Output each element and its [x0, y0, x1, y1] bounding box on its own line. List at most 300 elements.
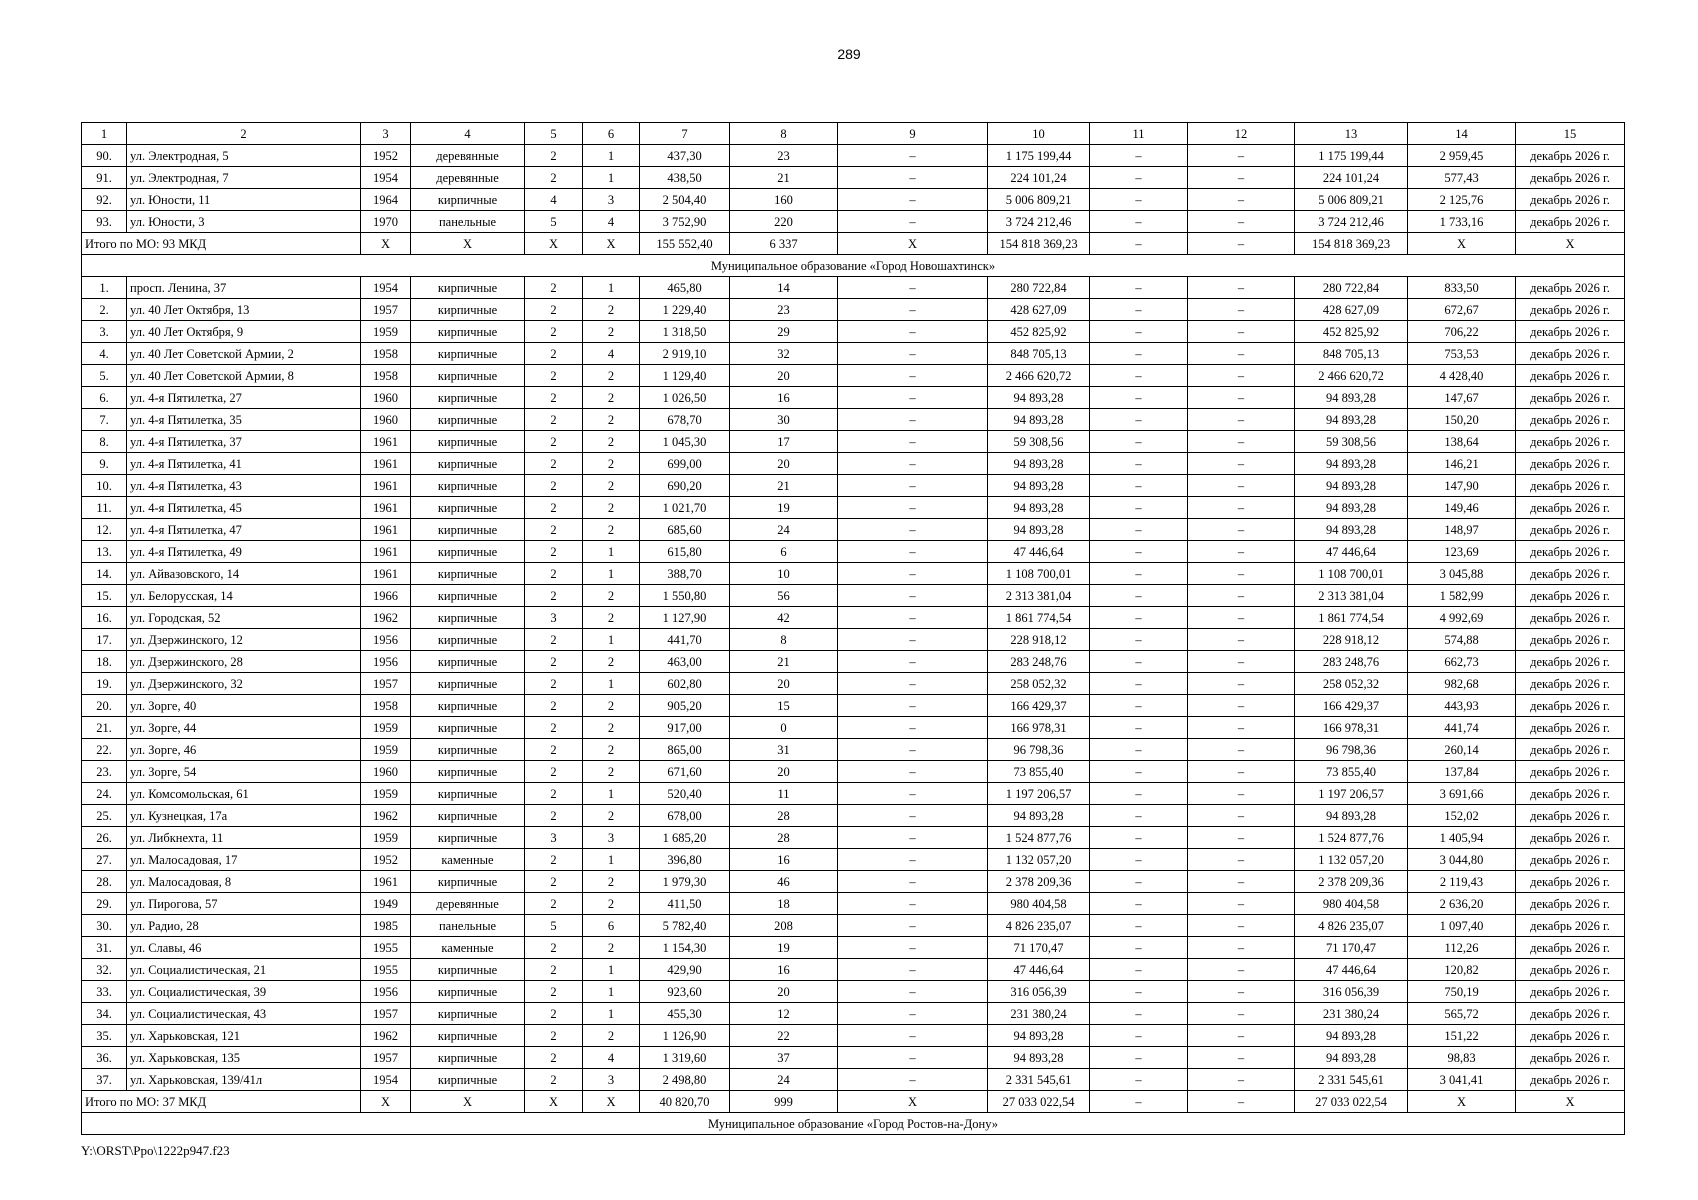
table-cell: кирпичные [411, 981, 525, 1003]
table-cell: ул. Зорге, 40 [127, 695, 361, 717]
table-cell: 1 197 206,57 [1295, 783, 1408, 805]
table-cell: 1 154,30 [640, 937, 730, 959]
table-cell: 428 627,09 [1295, 299, 1408, 321]
table-cell: 20 [730, 365, 838, 387]
table-cell: декабрь 2026 г. [1516, 849, 1625, 871]
table-cell: 21. [82, 717, 127, 739]
table-cell: 3. [82, 321, 127, 343]
table-cell: 150,20 [1408, 409, 1516, 431]
table-cell: 2 [583, 365, 640, 387]
table-cell: декабрь 2026 г. [1516, 739, 1625, 761]
table-cell: 1 [583, 541, 640, 563]
table-cell: 1957 [361, 1003, 411, 1025]
table-cell: 2 378 209,36 [1295, 871, 1408, 893]
table-cell: ул. Белорусская, 14 [127, 585, 361, 607]
table-cell: 1961 [361, 563, 411, 585]
table-cell: 137,84 [1408, 761, 1516, 783]
table-cell: 3 [583, 189, 640, 211]
table-cell: 2 125,76 [1408, 189, 1516, 211]
table-cell: 94 893,28 [988, 497, 1090, 519]
table-cell: декабрь 2026 г. [1516, 651, 1625, 673]
table-cell: 94 893,28 [988, 1025, 1090, 1047]
table-cell: – [1090, 409, 1188, 431]
total-cell: X [411, 233, 525, 255]
total-cell: 27 033 022,54 [1295, 1091, 1408, 1113]
table-cell: 152,02 [1408, 805, 1516, 827]
table-cell: 16 [730, 959, 838, 981]
table-cell: – [838, 321, 988, 343]
table-cell: 1966 [361, 585, 411, 607]
table-row [82, 739, 1625, 761]
table-cell: ул. Дзержинского, 12 [127, 629, 361, 651]
table-cell: 1 132 057,20 [988, 849, 1090, 871]
total-cell: 154 818 369,23 [1295, 233, 1408, 255]
table-cell: 2 313 381,04 [1295, 585, 1408, 607]
table-cell: 2 [525, 585, 583, 607]
table-cell: 20 [730, 981, 838, 1003]
table-cell: 452 825,92 [1295, 321, 1408, 343]
table-cell: 1961 [361, 541, 411, 563]
table-cell: декабрь 2026 г. [1516, 1069, 1625, 1091]
table-cell: 12 [730, 1003, 838, 1025]
table-cell: 3 691,66 [1408, 783, 1516, 805]
total-cell: 155 552,40 [640, 233, 730, 255]
table-cell: – [838, 1047, 988, 1069]
table-cell: 94 893,28 [1295, 387, 1408, 409]
table-cell: 208 [730, 915, 838, 937]
table-cell: 316 056,39 [988, 981, 1090, 1003]
table-cell: – [1188, 343, 1295, 365]
table-cell: – [1188, 1003, 1295, 1025]
table-cell: 2 [525, 937, 583, 959]
table-cell: кирпичные [411, 1003, 525, 1025]
table-cell: 1954 [361, 277, 411, 299]
table-cell: ул. 4-я Пятилетка, 41 [127, 453, 361, 475]
table-cell: 258 052,32 [988, 673, 1090, 695]
table-cell: – [838, 519, 988, 541]
table-cell: 24 [730, 1069, 838, 1091]
table-cell: 1 175 199,44 [1295, 145, 1408, 167]
table-cell: 1 [583, 167, 640, 189]
table-cell: 2 [583, 299, 640, 321]
table-cell: 1958 [361, 695, 411, 717]
table-cell: 1957 [361, 299, 411, 321]
table-cell: 15 [730, 695, 838, 717]
table-cell: 22 [730, 1025, 838, 1047]
table-cell: ул. Электродная, 5 [127, 145, 361, 167]
table-cell: ул. 4-я Пятилетка, 47 [127, 519, 361, 541]
column-header: 14 [1408, 123, 1516, 145]
table-cell: 4 826 235,07 [1295, 915, 1408, 937]
table-cell: 4. [82, 343, 127, 365]
table-cell: 917,00 [640, 717, 730, 739]
table-cell: 17 [730, 431, 838, 453]
table-cell: – [1090, 277, 1188, 299]
table-cell: 98,83 [1408, 1047, 1516, 1069]
table-cell: 14 [730, 277, 838, 299]
table-cell: 23 [730, 299, 838, 321]
table-cell: – [1090, 1025, 1188, 1047]
table-cell: 1 097,40 [1408, 915, 1516, 937]
table-cell: – [1188, 1047, 1295, 1069]
table-cell: 2 [583, 387, 640, 409]
table-cell: декабрь 2026 г. [1516, 453, 1625, 475]
table-row [82, 277, 1625, 299]
table-cell: 1956 [361, 981, 411, 1003]
table-cell: – [1090, 343, 1188, 365]
table-cell: 1952 [361, 145, 411, 167]
table-cell: кирпичные [411, 563, 525, 585]
table-cell: декабрь 2026 г. [1516, 959, 1625, 981]
total-cell: X [838, 1091, 988, 1113]
table-cell: 2 [583, 651, 640, 673]
table-cell: 3 [583, 827, 640, 849]
table-cell: 91. [82, 167, 127, 189]
table-cell: ул. Юности, 3 [127, 211, 361, 233]
total-cell: X [838, 233, 988, 255]
total-cell: X [583, 1091, 640, 1113]
table-cell: 3 724 212,46 [1295, 211, 1408, 233]
table-cell: 224 101,24 [988, 167, 1090, 189]
table-cell: декабрь 2026 г. [1516, 541, 1625, 563]
table-cell: 602,80 [640, 673, 730, 695]
table-cell: – [1188, 981, 1295, 1003]
table-cell: ул. 40 Лет Октября, 13 [127, 299, 361, 321]
table-cell: 2 [525, 1069, 583, 1091]
table-cell: 2 378 209,36 [988, 871, 1090, 893]
table-cell: 2 [525, 475, 583, 497]
table-cell: 1 [583, 1003, 640, 1025]
table-cell: 1 524 877,76 [988, 827, 1090, 849]
table-row [82, 365, 1625, 387]
table-cell: 16 [730, 387, 838, 409]
table-row [82, 783, 1625, 805]
table-cell: декабрь 2026 г. [1516, 145, 1625, 167]
table-cell: кирпичные [411, 519, 525, 541]
table-cell: 46 [730, 871, 838, 893]
section-header-row [82, 1113, 1625, 1135]
table-cell: 577,43 [1408, 167, 1516, 189]
table-cell: 2 [583, 937, 640, 959]
table-cell: 21 [730, 651, 838, 673]
table-cell: 20 [730, 453, 838, 475]
table-cell: 21 [730, 475, 838, 497]
table-cell: 73 855,40 [1295, 761, 1408, 783]
table-cell: 93. [82, 211, 127, 233]
table-cell: 1 126,90 [640, 1025, 730, 1047]
table-cell: 672,67 [1408, 299, 1516, 321]
table-cell: 2 [525, 1025, 583, 1047]
table-row [82, 497, 1625, 519]
table-cell: 6 [583, 915, 640, 937]
column-header: 4 [411, 123, 525, 145]
table-cell: 224 101,24 [1295, 167, 1408, 189]
table-cell: 94 893,28 [1295, 519, 1408, 541]
table-cell: 166 978,31 [1295, 717, 1408, 739]
table-cell: 2 [583, 893, 640, 915]
table-row [82, 761, 1625, 783]
table-cell: 228 918,12 [988, 629, 1090, 651]
table-cell: – [1090, 915, 1188, 937]
table-cell: 441,74 [1408, 717, 1516, 739]
table-cell: – [1188, 387, 1295, 409]
table-cell: кирпичные [411, 1025, 525, 1047]
table-row [82, 211, 1625, 233]
table-cell: – [838, 365, 988, 387]
table-cell: 923,60 [640, 981, 730, 1003]
table-cell: 520,40 [640, 783, 730, 805]
table-cell: 3 752,90 [640, 211, 730, 233]
table-cell: 35. [82, 1025, 127, 1047]
table-cell: 4 [583, 211, 640, 233]
total-cell: 999 [730, 1091, 838, 1113]
table-cell: 283 248,76 [1295, 651, 1408, 673]
table-row [82, 629, 1625, 651]
table-cell: 1 861 774,54 [1295, 607, 1408, 629]
table-cell: 1 [583, 277, 640, 299]
table-cell: 7. [82, 409, 127, 431]
table-cell: 71 170,47 [988, 937, 1090, 959]
table-row [82, 651, 1625, 673]
column-header: 9 [838, 123, 988, 145]
table-cell: – [1188, 189, 1295, 211]
table-cell: 22. [82, 739, 127, 761]
table-cell: декабрь 2026 г. [1516, 343, 1625, 365]
table-cell: – [1188, 651, 1295, 673]
table-cell: 2 [525, 717, 583, 739]
table-cell: декабрь 2026 г. [1516, 827, 1625, 849]
table-cell: 1 319,60 [640, 1047, 730, 1069]
table-cell: – [838, 981, 988, 1003]
table-cell: 1 [583, 959, 640, 981]
table-cell: 151,22 [1408, 1025, 1516, 1047]
table-cell: 443,93 [1408, 695, 1516, 717]
table-cell: – [1090, 695, 1188, 717]
table-cell: 23 [730, 145, 838, 167]
table-row [82, 695, 1625, 717]
table-cell: 865,00 [640, 739, 730, 761]
table-cell: – [1188, 607, 1295, 629]
table-cell: 2 636,20 [1408, 893, 1516, 915]
table-cell: – [1188, 739, 1295, 761]
table-cell: 2 [525, 739, 583, 761]
table-cell: – [1188, 849, 1295, 871]
table-cell: – [1188, 1025, 1295, 1047]
table-cell: – [838, 189, 988, 211]
table-cell: ул. Малосадовая, 17 [127, 849, 361, 871]
table-cell: – [1188, 717, 1295, 739]
table-cell: – [1188, 783, 1295, 805]
table-cell: – [838, 431, 988, 453]
total-cell: X [525, 1091, 583, 1113]
table-cell: 2 [583, 497, 640, 519]
table-cell: 2 [525, 651, 583, 673]
table-cell: 905,20 [640, 695, 730, 717]
table-cell: декабрь 2026 г. [1516, 783, 1625, 805]
table-cell: – [838, 893, 988, 915]
table-row [82, 431, 1625, 453]
table-cell: 388,70 [640, 563, 730, 585]
table-cell: 1985 [361, 915, 411, 937]
table-cell: – [838, 167, 988, 189]
table-cell: 94 893,28 [988, 805, 1090, 827]
table-cell: 3 [525, 607, 583, 629]
table-row [82, 145, 1625, 167]
table-row [82, 563, 1625, 585]
table-cell: 92. [82, 189, 127, 211]
table-cell: 94 893,28 [1295, 453, 1408, 475]
table-cell: 71 170,47 [1295, 937, 1408, 959]
table-cell: 11. [82, 497, 127, 519]
table-cell: 94 893,28 [1295, 805, 1408, 827]
table-cell: – [838, 937, 988, 959]
table-row [82, 1003, 1625, 1025]
table-cell: 2. [82, 299, 127, 321]
table-cell: 2 498,80 [640, 1069, 730, 1091]
table-cell: 166 978,31 [988, 717, 1090, 739]
table-cell: кирпичные [411, 387, 525, 409]
table-cell: 2 [583, 409, 640, 431]
table-cell: 56 [730, 585, 838, 607]
table-cell: 2 331 545,61 [988, 1069, 1090, 1091]
table-cell: 47 446,64 [1295, 541, 1408, 563]
table-cell: 283 248,76 [988, 651, 1090, 673]
table-row [82, 475, 1625, 497]
table-cell: – [1188, 673, 1295, 695]
table-cell: 2 [583, 519, 640, 541]
table-cell: – [1090, 827, 1188, 849]
table-cell: кирпичные [411, 475, 525, 497]
table-cell: 2 [583, 607, 640, 629]
table-cell: 1952 [361, 849, 411, 871]
table-cell: 59 308,56 [988, 431, 1090, 453]
table-cell: 750,19 [1408, 981, 1516, 1003]
table-cell: 1956 [361, 629, 411, 651]
table-cell: 1964 [361, 189, 411, 211]
table-cell: – [838, 211, 988, 233]
table-cell: – [1188, 761, 1295, 783]
table-cell: 2 959,45 [1408, 145, 1516, 167]
table-cell: 1 045,30 [640, 431, 730, 453]
table-cell: 47 446,64 [988, 541, 1090, 563]
table-cell: 1955 [361, 959, 411, 981]
table-cell: – [1188, 915, 1295, 937]
table-cell: 30 [730, 409, 838, 431]
table-cell: 1961 [361, 519, 411, 541]
column-header: 12 [1188, 123, 1295, 145]
table-cell: – [838, 475, 988, 497]
table-cell: 463,00 [640, 651, 730, 673]
table-cell: 2 [525, 695, 583, 717]
table-row [82, 189, 1625, 211]
table-cell: – [838, 409, 988, 431]
table-cell: кирпичные [411, 695, 525, 717]
table-cell: 29 [730, 321, 838, 343]
table-cell: 20 [730, 673, 838, 695]
table-cell: 1 129,40 [640, 365, 730, 387]
table-cell: 8. [82, 431, 127, 453]
table-cell: кирпичные [411, 871, 525, 893]
table-cell: 1 733,16 [1408, 211, 1516, 233]
table-cell: 671,60 [640, 761, 730, 783]
table-cell: 47 446,64 [988, 959, 1090, 981]
section-title: Муниципальное образование «Город Новошахтинск» [82, 255, 1625, 277]
table-cell: декабрь 2026 г. [1516, 475, 1625, 497]
total-cell: X [361, 1091, 411, 1113]
table-cell: 2 [525, 299, 583, 321]
table-cell: деревянные [411, 893, 525, 915]
table-cell: 1959 [361, 739, 411, 761]
table-cell: кирпичные [411, 739, 525, 761]
table-cell: 662,73 [1408, 651, 1516, 673]
table-cell: 2 [583, 871, 640, 893]
table-cell: 123,69 [1408, 541, 1516, 563]
table-cell: 2 [525, 431, 583, 453]
table-cell: 411,50 [640, 893, 730, 915]
table-cell: 20. [82, 695, 127, 717]
table-cell: – [1090, 453, 1188, 475]
column-header: 3 [361, 123, 411, 145]
table-cell: ул. Дзержинского, 32 [127, 673, 361, 695]
table-cell: 1 550,80 [640, 585, 730, 607]
table-cell: 94 893,28 [988, 453, 1090, 475]
table-cell: 231 380,24 [1295, 1003, 1408, 1025]
table-cell: 1962 [361, 1025, 411, 1047]
table-cell: – [838, 849, 988, 871]
table-cell: 678,70 [640, 409, 730, 431]
table-cell: декабрь 2026 г. [1516, 365, 1625, 387]
table-cell: 565,72 [1408, 1003, 1516, 1025]
table-cell: 1961 [361, 431, 411, 453]
table-cell: 5 006 809,21 [1295, 189, 1408, 211]
table-cell: – [1090, 959, 1188, 981]
table-cell: 28 [730, 827, 838, 849]
total-cell: 27 033 022,54 [988, 1091, 1090, 1113]
table-cell: кирпичные [411, 717, 525, 739]
total-row [82, 1091, 1625, 1113]
table-cell: декабрь 2026 г. [1516, 607, 1625, 629]
table-cell: 14. [82, 563, 127, 585]
table-cell: – [1090, 365, 1188, 387]
table-cell: ул. Айвазовского, 14 [127, 563, 361, 585]
column-header: 15 [1516, 123, 1625, 145]
table-row [82, 1069, 1625, 1091]
table-cell: – [1188, 409, 1295, 431]
table-cell: 94 893,28 [1295, 1047, 1408, 1069]
table-cell: 1 582,99 [1408, 585, 1516, 607]
table-cell: 34. [82, 1003, 127, 1025]
table-row [82, 299, 1625, 321]
table-cell: 2 504,40 [640, 189, 730, 211]
table-cell: 4 [525, 189, 583, 211]
column-header: 1 [82, 123, 127, 145]
table-cell: ул. Радио, 28 [127, 915, 361, 937]
table-cell: 166 429,37 [1295, 695, 1408, 717]
table-body [82, 145, 1625, 1135]
table-cell: 833,50 [1408, 277, 1516, 299]
table-cell: 1 026,50 [640, 387, 730, 409]
table-row [82, 827, 1625, 849]
table-cell: ул. Славы, 46 [127, 937, 361, 959]
table-cell: 26. [82, 827, 127, 849]
table-cell: 5 [525, 211, 583, 233]
table-cell: – [1090, 805, 1188, 827]
table-cell: 29. [82, 893, 127, 915]
table-cell: ул. Либкнехта, 11 [127, 827, 361, 849]
table-cell: ул. Юности, 11 [127, 189, 361, 211]
table-cell: декабрь 2026 г. [1516, 1047, 1625, 1069]
table-cell: 1 318,50 [640, 321, 730, 343]
